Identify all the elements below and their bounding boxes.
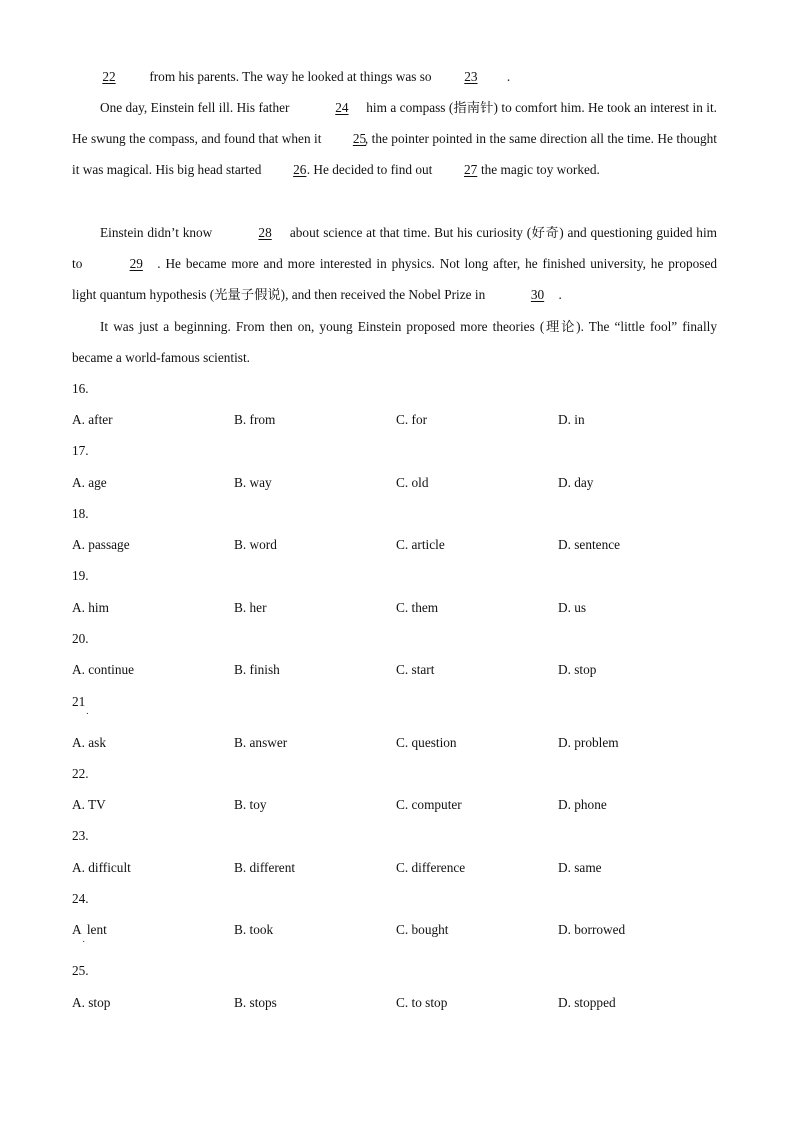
blank-29: 29 xyxy=(129,256,143,272)
stray-dot-mark: . xyxy=(86,706,89,716)
option-a: A. passage xyxy=(72,537,130,552)
passage-text: from his parents. The way he looked at things was so xyxy=(146,69,435,84)
option-c: C. to stop xyxy=(396,995,448,1010)
option-c: C. start xyxy=(396,662,435,677)
option-d: D. same xyxy=(558,860,602,875)
option-b: B. from xyxy=(234,412,276,427)
stray-dot-mark: . xyxy=(82,934,85,944)
blank-25: 25 xyxy=(352,131,367,147)
option-b: B. finish xyxy=(234,662,280,677)
option-a xyxy=(72,922,107,944)
passage-text: about science at that time. But his curiosity (好奇) and questioning guided him to xyxy=(72,225,717,272)
option-a: A. age xyxy=(72,475,107,490)
question-number: 17. xyxy=(72,443,89,458)
question-number: 22. xyxy=(72,766,89,781)
passage-text: , the pointer pointed in the same direction all the time. He thought it was magical. His big head started xyxy=(72,131,717,178)
option-d: D. in xyxy=(558,412,585,427)
option-b: B. way xyxy=(234,475,272,490)
option-a: A. stop xyxy=(72,995,111,1010)
passage-paragraph-1 xyxy=(72,61,717,92)
option-a: A. after xyxy=(72,412,113,427)
option-c: C. article xyxy=(396,537,445,552)
question-number: 24. xyxy=(72,891,89,906)
question-number: 25. xyxy=(72,963,89,978)
option-b: B. took xyxy=(234,922,274,937)
option-c: C. bought xyxy=(396,922,449,937)
option-d: D. stopped xyxy=(558,995,616,1010)
option-b: B. toy xyxy=(234,797,267,812)
option-d: D. problem xyxy=(558,735,619,750)
passage-paragraph-4 xyxy=(72,311,717,373)
question-number: 23. xyxy=(72,828,89,843)
option-d: D. stop xyxy=(558,662,597,677)
question-number: 16. xyxy=(72,381,89,396)
option-c: C. for xyxy=(396,412,428,427)
passage-text: One day, Einstein fell ill. His father xyxy=(100,100,293,115)
passage-text: . xyxy=(506,69,511,84)
passage-text: . He became more and more interested in physics. Not long after, he finished university, he proposed light quantum hypothesis (光量子假说), and then received the Nobel Prize in xyxy=(72,256,717,303)
option-b: B. answer xyxy=(234,735,288,750)
blank-27: 27 xyxy=(463,162,478,178)
option-a: A. him xyxy=(72,600,109,615)
passage-paragraph-3 xyxy=(72,217,717,311)
question-number-text: 21 xyxy=(72,694,86,709)
option-b: B. her xyxy=(234,600,267,615)
question-number: 18. xyxy=(72,506,89,521)
passage-text: It was just a beginning. From then on, young Einstein proposed more theories (理论). The “little fool” finally became a world-famous scientist. xyxy=(72,319,717,366)
passage-text: . xyxy=(558,287,562,303)
option-d: D. us xyxy=(558,600,587,615)
question-number: 20. xyxy=(72,631,89,646)
option-a: A. TV xyxy=(72,797,106,812)
option-a-word: lent xyxy=(86,922,107,937)
blank-22: 22 xyxy=(102,69,116,84)
option-a: A. continue xyxy=(72,662,135,677)
option-d: D. sentence xyxy=(558,537,621,552)
option-a: A. difficult xyxy=(72,860,131,875)
option-d: D. borrowed xyxy=(558,922,626,937)
passage-text: him a compass (指南针) to comfort him. He took an interest in it. He swung the compass, and found that when it xyxy=(72,100,717,147)
blank-26: 26 xyxy=(293,162,307,178)
option-a: A. ask xyxy=(72,735,106,750)
option-b: B. different xyxy=(234,860,296,875)
blank-28: 28 xyxy=(258,225,272,240)
option-b: B. word xyxy=(234,537,277,552)
option-c: C. them xyxy=(396,600,439,615)
option-c: C. computer xyxy=(396,797,462,812)
option-c: C. question xyxy=(396,735,457,750)
option-d: D. phone xyxy=(558,797,607,812)
blank-30: 30 xyxy=(530,287,545,303)
passage-paragraph-2 xyxy=(72,92,717,186)
question-number xyxy=(72,694,89,716)
option-a-letter: A xyxy=(72,922,82,937)
option-b: B. stops xyxy=(234,995,277,1010)
passage-text: Einstein didn’t know xyxy=(100,225,217,240)
passage-text: . He decided to find out xyxy=(306,162,436,178)
option-d: D. day xyxy=(558,475,594,490)
option-c: C. difference xyxy=(396,860,466,875)
blank-23: 23 xyxy=(464,69,478,84)
passage-text: the magic toy worked. xyxy=(477,162,600,178)
option-c: C. old xyxy=(396,475,429,490)
blank-24: 24 xyxy=(335,100,349,115)
question-number: 19. xyxy=(72,568,89,583)
